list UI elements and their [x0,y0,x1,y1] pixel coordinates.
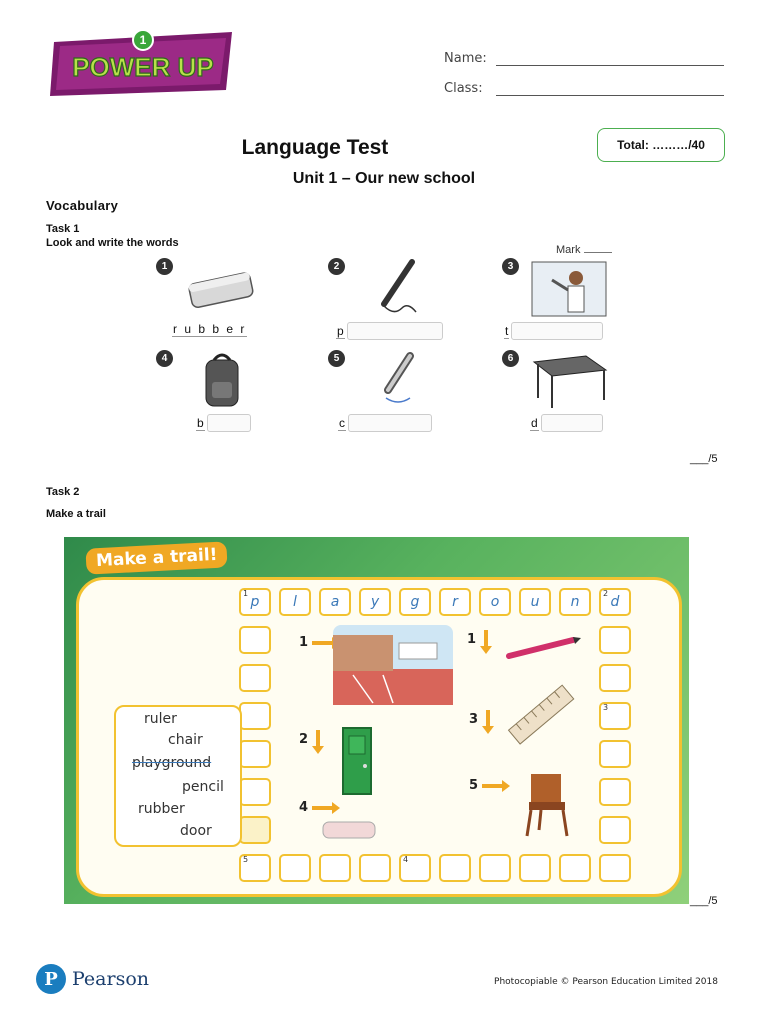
word-bank [114,705,242,847]
cell-letter: a [330,594,340,610]
trail-cell[interactable] [599,664,631,692]
clue-number: 1 [299,635,309,650]
task1-item-5 [322,342,472,432]
trail-cell[interactable] [599,626,631,654]
section-vocabulary: Vocabulary [46,198,119,213]
trail-cell[interactable] [239,626,271,654]
name-line[interactable] [496,52,724,66]
class-label: Class: [444,81,483,96]
cell-letter: d [610,594,620,610]
name-label: Name: [444,51,487,66]
word-item: pencil [182,779,224,795]
clue-number: 5 [469,778,479,793]
cell-letter: n [570,594,580,610]
task1-instruction: Look and write the words [46,237,179,249]
word-item: rubber [138,801,185,817]
trail-panel [76,577,682,897]
word-item: ruler [144,711,177,727]
answer-2 [336,322,443,340]
trail-cell[interactable] [239,778,271,806]
trail-cell[interactable] [599,588,631,616]
trail-cell[interactable] [359,854,391,882]
pearson-wordmark: Pearson [72,968,150,990]
answer-1 [172,322,247,337]
power-up-logo [48,28,238,100]
arrow-right-icon [312,641,334,645]
trail-cell[interactable] [399,588,431,616]
trail-cell[interactable] [239,740,271,768]
class-line[interactable] [496,82,724,96]
task1-label: Task 1 [46,223,80,235]
page-title: Language Test [241,136,389,159]
desk-icon [528,348,608,412]
arrow-right-icon [482,784,504,788]
answer-5 [338,414,432,432]
trail-cell[interactable] [599,740,631,768]
teacher-icon [528,256,608,320]
arrow-down-icon [316,730,320,748]
pen-icon [354,256,434,320]
answer-box[interactable] [347,322,443,340]
item-number: 3 [502,258,519,275]
trail-cell[interactable] [279,588,311,616]
trail-cell[interactable] [239,664,271,692]
cell-number: 2 [603,589,609,598]
answer-box[interactable] [541,414,603,432]
trail-cell[interactable] [479,854,511,882]
pencil-icon [503,632,583,662]
unit-subtitle: Unit 1 – Our new school [292,170,476,187]
trail-banner: Make a trail! [85,541,228,574]
cell-letter: u [530,594,540,610]
trail-cell[interactable] [559,588,591,616]
arrow-down-icon [486,710,490,728]
cell-letter: g [410,594,420,610]
task1-item-4 [150,342,300,432]
answer-box[interactable] [348,414,432,432]
start-letter: t [505,323,509,338]
trail-cell[interactable] [399,854,431,882]
item-number: 5 [328,350,345,367]
trail-cell[interactable] [599,816,631,844]
arrow-right-icon [312,806,334,810]
cell-number: 3 [603,703,609,712]
task2-instruction: Make a trail [46,508,106,520]
task1-item-1 [150,250,300,340]
trail-cell[interactable] [239,702,271,730]
clue-1-down [467,630,488,648]
cell-letter: r [452,594,458,610]
item-number: 1 [156,258,173,275]
item-number: 2 [328,258,345,275]
total-score-box: Total: ………/40 [597,128,725,162]
trail-cell[interactable] [319,854,351,882]
clue-number: 4 [299,800,309,815]
trail-cell[interactable] [559,854,591,882]
trail-cell[interactable] [239,816,271,844]
start-letter: d [531,415,538,430]
bag-icon [182,348,262,412]
task2-score: ___/5 [690,895,718,907]
item-number: 6 [502,350,519,367]
trail-cell[interactable] [599,854,631,882]
trail-cell[interactable] [519,588,551,616]
pearson-p-icon: P [36,964,66,994]
answer-6 [530,414,603,432]
task1-grid [150,250,620,440]
trail-cell[interactable] [599,778,631,806]
answer-4 [196,414,251,432]
cell-number: 5 [243,855,249,864]
trail-cell[interactable] [479,588,511,616]
clue-number: 2 [299,731,309,747]
door-icon [341,726,373,796]
pearson-logo [36,964,149,994]
task1-item-2 [322,250,472,340]
answer-box[interactable] [511,322,603,340]
clue-number: 1 [467,631,477,647]
cell-number: 4 [403,855,409,864]
answer-box[interactable] [207,414,251,432]
chair-icon [523,770,573,838]
clue-1-right [299,635,334,650]
cell-letter: o [490,594,500,610]
trail-cell[interactable] [279,854,311,882]
start-letter: p [337,323,344,338]
task2-label: Task 2 [46,486,80,498]
clue-number: 3 [469,711,479,727]
logo-text: POWER UP [72,52,214,82]
rubber-icon [182,256,262,320]
cell-number: 1 [243,589,249,598]
trail-cell[interactable] [439,854,471,882]
cell-letter: l [293,594,297,610]
copyright-text: Photocopiable © Pearson Education Limited 2018 [494,977,718,987]
start-letter: b [197,415,204,430]
playground-icon [333,625,453,705]
trail-cell[interactable] [359,588,391,616]
trail-cell[interactable] [439,588,471,616]
ruler-icon [503,676,579,756]
start-letter: c [339,415,345,430]
cell-letter: y [370,594,380,610]
word-item: chair [168,732,203,748]
word-item-crossed: playground [132,755,212,771]
task1-item-3 [496,250,646,340]
task1-score: ___/5 [690,453,718,465]
crayon-icon [354,348,434,412]
trail-cell[interactable] [239,854,271,882]
item-number: 4 [156,350,173,367]
clue-3-down [469,710,490,728]
trail-cell[interactable] [239,588,271,616]
clue-5-right [469,778,504,793]
task1-item-6 [496,342,646,432]
student-fields [444,36,724,96]
word-item: door [180,823,212,839]
arrow-down-icon [484,630,488,648]
answer-text: r u b b e r [173,322,247,336]
trail-cell[interactable] [599,702,631,730]
mark-label: Mark [556,244,581,256]
make-a-trail-activity [64,537,689,904]
trail-cell[interactable] [519,854,551,882]
clue-2-down [299,730,320,748]
cell-letter: p [250,594,260,610]
trail-cell[interactable] [319,588,351,616]
logo-badge: 1 [139,33,147,47]
clue-4-right [299,800,334,815]
rubber-icon [319,816,379,844]
answer-3 [504,322,603,340]
